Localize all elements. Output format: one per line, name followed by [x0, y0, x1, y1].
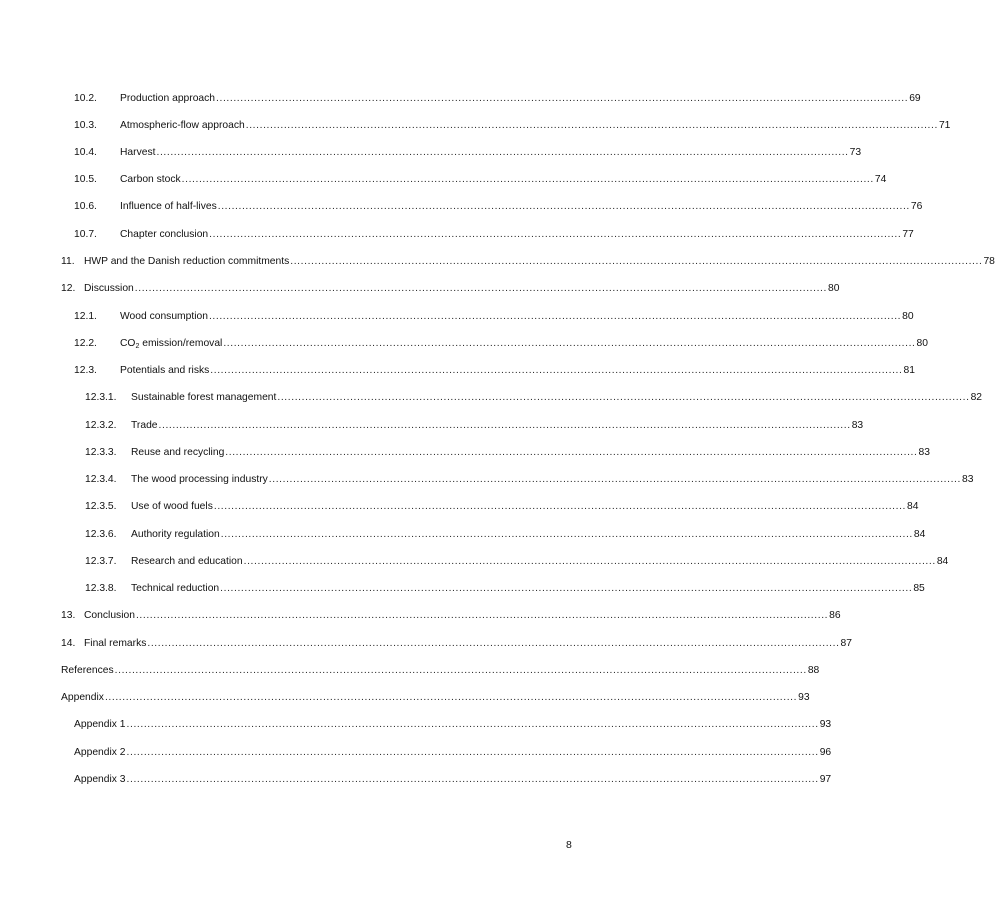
toc-entry-page: 69 — [909, 93, 921, 104]
toc-entry-page: 83 — [918, 447, 930, 458]
toc-entry-title: Appendix 2 — [74, 747, 126, 758]
toc-entry[interactable] — [85, 446, 930, 460]
toc-entry-number: 12. — [61, 283, 76, 294]
toc-entry[interactable] — [61, 282, 840, 296]
dot-leader: ........................................................................................................................................................................................................ — [104, 692, 798, 703]
toc-entry[interactable] — [85, 391, 983, 405]
toc-entry-page: 93 — [819, 719, 832, 730]
toc-entry-page: 80 — [902, 311, 914, 322]
toc-entry-page: 85 — [913, 583, 925, 594]
toc-entry-title: Wood consumption — [120, 311, 208, 322]
toc-entry[interactable] — [74, 200, 923, 214]
dot-leader: ........................................................................................................................................................................................................ — [210, 365, 903, 376]
dot-leader: ........................................................................................................................................................................................................ — [220, 529, 913, 540]
toc-entry-page: 83 — [961, 474, 974, 485]
toc-entry-title-prefix: CO — [120, 338, 136, 349]
toc-entry-number: 10.6. — [74, 201, 97, 212]
toc-entry-title: Atmospheric-flow approach — [120, 120, 245, 131]
toc-entry[interactable] — [61, 691, 810, 705]
dot-leader: ........................................................................................................................................................................................................ — [135, 610, 829, 621]
dot-leader: ........................................................................................................................................................................................................ — [225, 447, 918, 458]
toc-entry-number: 12.3.8. — [85, 583, 117, 594]
toc-entry[interactable] — [61, 255, 995, 269]
toc-entry-page: 88 — [807, 665, 820, 676]
toc-entry-title: Harvest — [120, 147, 156, 158]
toc-entry-title: References — [61, 665, 114, 676]
toc-entry-page: 76 — [910, 201, 923, 212]
toc-entry-title: Conclusion — [84, 610, 135, 621]
toc-entry-page: 97 — [819, 774, 832, 785]
dot-leader: ........................................................................................................................................................................................................ — [158, 420, 851, 431]
toc-entry-title-subscript: 2 — [135, 343, 140, 350]
toc-entry-title: Authority regulation — [131, 529, 220, 540]
toc-entry-title — [120, 337, 222, 351]
toc-entry-page: 82 — [970, 392, 983, 403]
toc-entry-title: Research and education — [131, 556, 243, 567]
toc-entry-title: Final remarks — [84, 638, 147, 649]
toc-entry-number: 14. — [61, 638, 76, 649]
toc-entry-page: 80 — [827, 283, 840, 294]
toc-entry-page: 78 — [983, 256, 995, 267]
toc-entry-page: 74 — [874, 174, 887, 185]
toc-entry-number: 12.3.2. — [85, 420, 117, 431]
toc-entry-number: 12.3. — [74, 365, 97, 376]
toc-entry[interactable] — [74, 92, 921, 106]
toc-entry[interactable] — [61, 664, 820, 678]
toc-entry-title: Sustainable forest management — [131, 392, 277, 403]
toc-entry-title: Trade — [131, 420, 158, 431]
toc-entry[interactable] — [74, 773, 832, 787]
toc-entry[interactable] — [85, 528, 926, 542]
toc-entry[interactable] — [74, 718, 832, 732]
toc-entry-number: 11. — [61, 256, 75, 267]
toc-entry-page: 87 — [840, 638, 853, 649]
toc-entry-number: 12.1. — [74, 311, 97, 322]
dot-leader: ........................................................................................................................................................................................................ — [208, 311, 902, 322]
toc-entry-page: 71 — [938, 120, 951, 131]
toc-entry-number: 12.3.7. — [85, 556, 117, 567]
dot-leader: ........................................................................................................................................................................................................ — [209, 229, 902, 240]
toc-entry[interactable] — [74, 173, 887, 187]
toc-entry-title: The wood processing industry — [131, 474, 268, 485]
toc-entry-number: 10.3. — [74, 120, 97, 131]
dot-leader: ........................................................................................................................................................................................................ — [277, 392, 970, 403]
toc-entry-number: 12.3.6. — [85, 529, 117, 540]
toc-entry-page: 84 — [936, 556, 949, 567]
toc-entry-page: 81 — [903, 365, 915, 376]
dot-leader: ........................................................................................................................................................................................................ — [134, 283, 827, 294]
dot-leader: ........................................................................................................................................................................................................ — [220, 583, 913, 594]
toc-entry-number: 10.7. — [74, 229, 97, 240]
toc-entry[interactable] — [74, 337, 928, 351]
toc-entry-number: 13. — [61, 610, 76, 621]
toc-entry-title: Technical reduction — [131, 583, 220, 594]
toc-entry-title: Appendix 1 — [74, 719, 126, 730]
page-number: 8 — [566, 839, 572, 851]
toc-entry-title: Potentials and risks — [120, 365, 210, 376]
dot-leader: ........................................................................................................................................................................................................ — [181, 174, 874, 185]
dot-leader: ........................................................................................................................................................................................................ — [126, 774, 819, 785]
toc-entry-page: 83 — [851, 420, 864, 431]
toc-entry-title: Appendix 3 — [74, 774, 126, 785]
toc-entry-number: 12.3.3. — [85, 447, 117, 458]
toc-entry-title: Reuse and recycling — [131, 447, 225, 458]
toc-entry[interactable] — [85, 500, 919, 514]
dot-leader: ........................................................................................................................................................................................................ — [290, 256, 983, 267]
dot-leader: ........................................................................................................................................................................................................ — [126, 719, 819, 730]
dot-leader: ........................................................................................................................................................................................................ — [245, 120, 938, 131]
dot-leader: ........................................................................................................................................................................................................ — [223, 338, 916, 349]
toc-entry-page: 96 — [819, 747, 832, 758]
dot-leader: ........................................................................................................................................................................................................ — [126, 747, 819, 758]
toc-entry-number: 10.2. — [74, 93, 97, 104]
toc-entry[interactable] — [85, 419, 864, 433]
toc-entry-title: HWP and the Danish reduction commitments — [84, 256, 290, 267]
toc-entry[interactable] — [74, 119, 951, 133]
toc-entry[interactable] — [74, 228, 914, 242]
toc-entry[interactable] — [74, 310, 914, 324]
toc-entry-title: Production approach — [120, 93, 216, 104]
toc-entry-number: 12.3.5. — [85, 501, 117, 512]
toc-entry[interactable] — [85, 582, 925, 596]
toc-entry-page: 80 — [916, 338, 928, 349]
toc-entry-title: Discussion — [84, 283, 134, 294]
toc-entry-page: 86 — [829, 610, 841, 621]
toc-entry-number: 10.4. — [74, 147, 97, 158]
toc-entry[interactable] — [85, 473, 974, 487]
toc-entry-page: 73 — [849, 147, 862, 158]
toc-entry-title: Influence of half-lives — [120, 201, 217, 212]
toc-entry-page: 77 — [902, 229, 914, 240]
toc-entry-title: Carbon stock — [120, 174, 181, 185]
dot-leader: ........................................................................................................................................................................................................ — [243, 556, 936, 567]
toc-entry[interactable] — [61, 637, 853, 651]
dot-leader: ........................................................................................................................................................................................................ — [114, 665, 807, 676]
toc-entry[interactable] — [85, 555, 949, 569]
toc-entry-number: 12.3.1. — [85, 392, 117, 403]
toc-entry-number: 12.3.4. — [85, 474, 117, 485]
dot-leader: ........................................................................................................................................................................................................ — [268, 474, 961, 485]
toc-entry[interactable] — [74, 364, 915, 378]
toc-entry-page: 93 — [798, 692, 810, 703]
toc-entry-number: 10.5. — [74, 174, 97, 185]
dot-leader: ........................................................................................................................................................................................................ — [213, 501, 907, 512]
dot-leader: ........................................................................................................................................................................................................ — [217, 201, 910, 212]
toc-entry-page: 84 — [913, 529, 926, 540]
toc-entry[interactable] — [61, 609, 841, 623]
dot-leader: ........................................................................................................................................................................................................ — [147, 638, 840, 649]
toc-entry[interactable] — [74, 146, 862, 160]
toc-entry[interactable] — [74, 746, 832, 760]
toc-entry-title: Chapter conclusion — [120, 229, 209, 240]
toc-entry-page: 84 — [907, 501, 919, 512]
dot-leader: ........................................................................................................................................................................................................ — [156, 147, 849, 158]
toc-entry-title-suffix: emission/removal — [139, 338, 223, 349]
toc-entry-number: 12.2. — [74, 338, 97, 349]
dot-leader: ........................................................................................................................................................................................................ — [216, 93, 909, 104]
toc-entry-title: Appendix — [61, 692, 104, 703]
toc-entry-title: Use of wood fuels — [131, 501, 213, 512]
